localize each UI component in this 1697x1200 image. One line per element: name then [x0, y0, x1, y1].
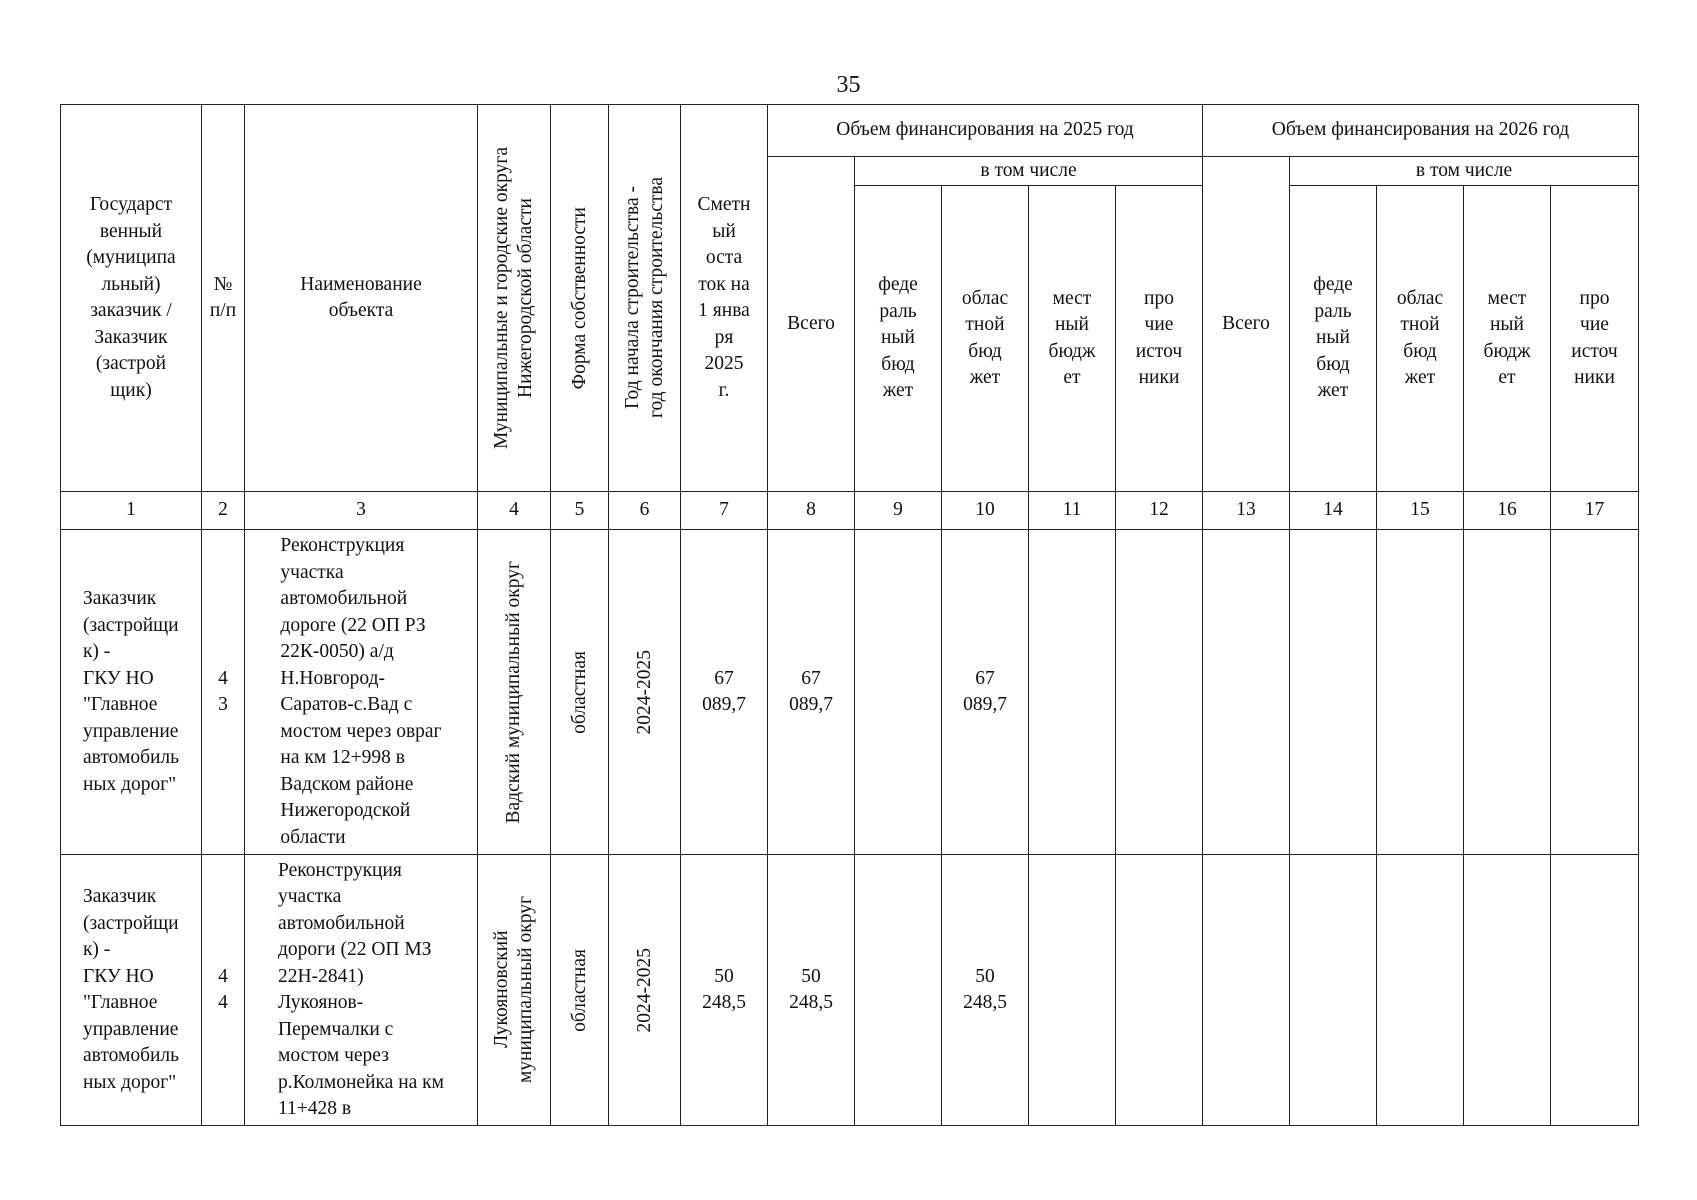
- column-number: 13: [1203, 492, 1290, 530]
- header-estimated-remainder: Сметн ый оста ток на 1 янва ря 2025 г.: [681, 105, 768, 492]
- table-row: [61, 530, 1639, 855]
- other-2026-cell: [1551, 855, 1639, 1126]
- oblast-2025-cell: 67 089,7: [942, 530, 1029, 855]
- header-local-2025: мест ный бюдж ет: [1029, 186, 1116, 492]
- header-federal-2025: феде раль ный бюд жет: [855, 186, 942, 492]
- header-total-2026: Всего: [1203, 157, 1290, 492]
- header-object-name: Наименование объекта: [245, 105, 478, 492]
- other-2025-cell: [1116, 530, 1203, 855]
- table-row: [61, 855, 1639, 1126]
- column-number: 10: [942, 492, 1029, 530]
- page-number: 35: [836, 72, 861, 98]
- header-other-2025: про чие источ ники: [1116, 186, 1203, 492]
- column-number: 14: [1290, 492, 1377, 530]
- header-other-2026: про чие источ ники: [1551, 186, 1639, 492]
- total-2025-cell: 50 248,5: [768, 855, 855, 1126]
- oblast-2026-cell: [1377, 855, 1464, 1126]
- other-2025-cell: [1116, 855, 1203, 1126]
- column-number: 5: [551, 492, 609, 530]
- district-cell: Лукояновский муниципальный округ: [478, 855, 551, 1126]
- header-ownership: Форма собственности: [551, 105, 609, 492]
- column-number: 12: [1116, 492, 1203, 530]
- column-number: 3: [245, 492, 478, 530]
- local-2025-cell: [1029, 530, 1116, 855]
- remainder-cell: 50 248,5: [681, 855, 768, 1126]
- ownership-cell: областная: [551, 530, 609, 855]
- total-2026-cell: [1203, 530, 1290, 855]
- ownership-cell: областная: [551, 855, 609, 1126]
- local-2025-cell: [1029, 855, 1116, 1126]
- customer-cell: Заказчик (застройщи к) - ГКУ НО "Главное управление автомобиль ных дорог": [61, 855, 202, 1126]
- total-2026-cell: [1203, 855, 1290, 1126]
- row-number-cell: 4 4: [202, 855, 245, 1126]
- column-number: 17: [1551, 492, 1639, 530]
- column-number: 4: [478, 492, 551, 530]
- remainder-cell: 67 089,7: [681, 530, 768, 855]
- column-number: 9: [855, 492, 942, 530]
- oblast-2026-cell: [1377, 530, 1464, 855]
- row-number-cell: 4 3: [202, 530, 245, 855]
- header-local-2026: мест ный бюдж ет: [1464, 186, 1551, 492]
- local-2026-cell: [1464, 530, 1551, 855]
- financing-table: [60, 104, 1639, 1126]
- column-number: 6: [609, 492, 681, 530]
- district-cell: Вадский муниципальный округ: [478, 530, 551, 855]
- header-federal-2026: феде раль ный бюд жет: [1290, 186, 1377, 492]
- object-name-cell: Реконструкция участка автомобильной дороги (22 ОП МЗ 22Н-2841) Лукоянов- Перемчалки с мостом через р.Колмонейка на км 11+428 в: [245, 855, 478, 1126]
- federal-2025-cell: [855, 855, 942, 1126]
- column-number-row: [61, 492, 1639, 530]
- years-cell: 2024-2025: [609, 530, 681, 855]
- total-2025-cell: 67 089,7: [768, 530, 855, 855]
- header-including-2025: в том числе: [855, 157, 1203, 186]
- header-customer: Государст венный (муниципа льный) заказчик / Заказчик (застрой щик): [61, 105, 202, 492]
- header-oblast-2026: облас тной бюд жет: [1377, 186, 1464, 492]
- header-oblast-2025: облас тной бюд жет: [942, 186, 1029, 492]
- federal-2025-cell: [855, 530, 942, 855]
- column-number: 11: [1029, 492, 1116, 530]
- object-name-cell: Реконструкция участка автомобильной дороге (22 ОП РЗ 22К-0050) а/д Н.Новгород- Саратов-с.Вад с мостом через овраг на км 12+998 в Вадском районе Нижегородской области: [245, 530, 478, 855]
- header-districts: Муниципальные и городские округа Нижегородской области: [478, 105, 551, 492]
- column-number: 16: [1464, 492, 1551, 530]
- local-2026-cell: [1464, 855, 1551, 1126]
- column-number: 2: [202, 492, 245, 530]
- column-number: 7: [681, 492, 768, 530]
- federal-2026-cell: [1290, 530, 1377, 855]
- oblast-2025-cell: 50 248,5: [942, 855, 1029, 1126]
- header-financing-2025: Объем финансирования на 2025 год: [768, 105, 1203, 157]
- federal-2026-cell: [1290, 855, 1377, 1126]
- other-2026-cell: [1551, 530, 1639, 855]
- years-cell: 2024-2025: [609, 855, 681, 1126]
- header-financing-2026: Объем финансирования на 2026 год: [1203, 105, 1639, 157]
- column-number: 8: [768, 492, 855, 530]
- header-including-2026: в том числе: [1290, 157, 1639, 186]
- column-number: 15: [1377, 492, 1464, 530]
- header-total-2025: Всего: [768, 157, 855, 492]
- header-construction-years: Год начала строительства - год окончания строительства: [609, 105, 681, 492]
- customer-cell: Заказчик (застройщи к) - ГКУ НО "Главное управление автомобиль ных дорог": [61, 530, 202, 855]
- header-number: № п/п: [202, 105, 245, 492]
- column-number: 1: [61, 492, 202, 530]
